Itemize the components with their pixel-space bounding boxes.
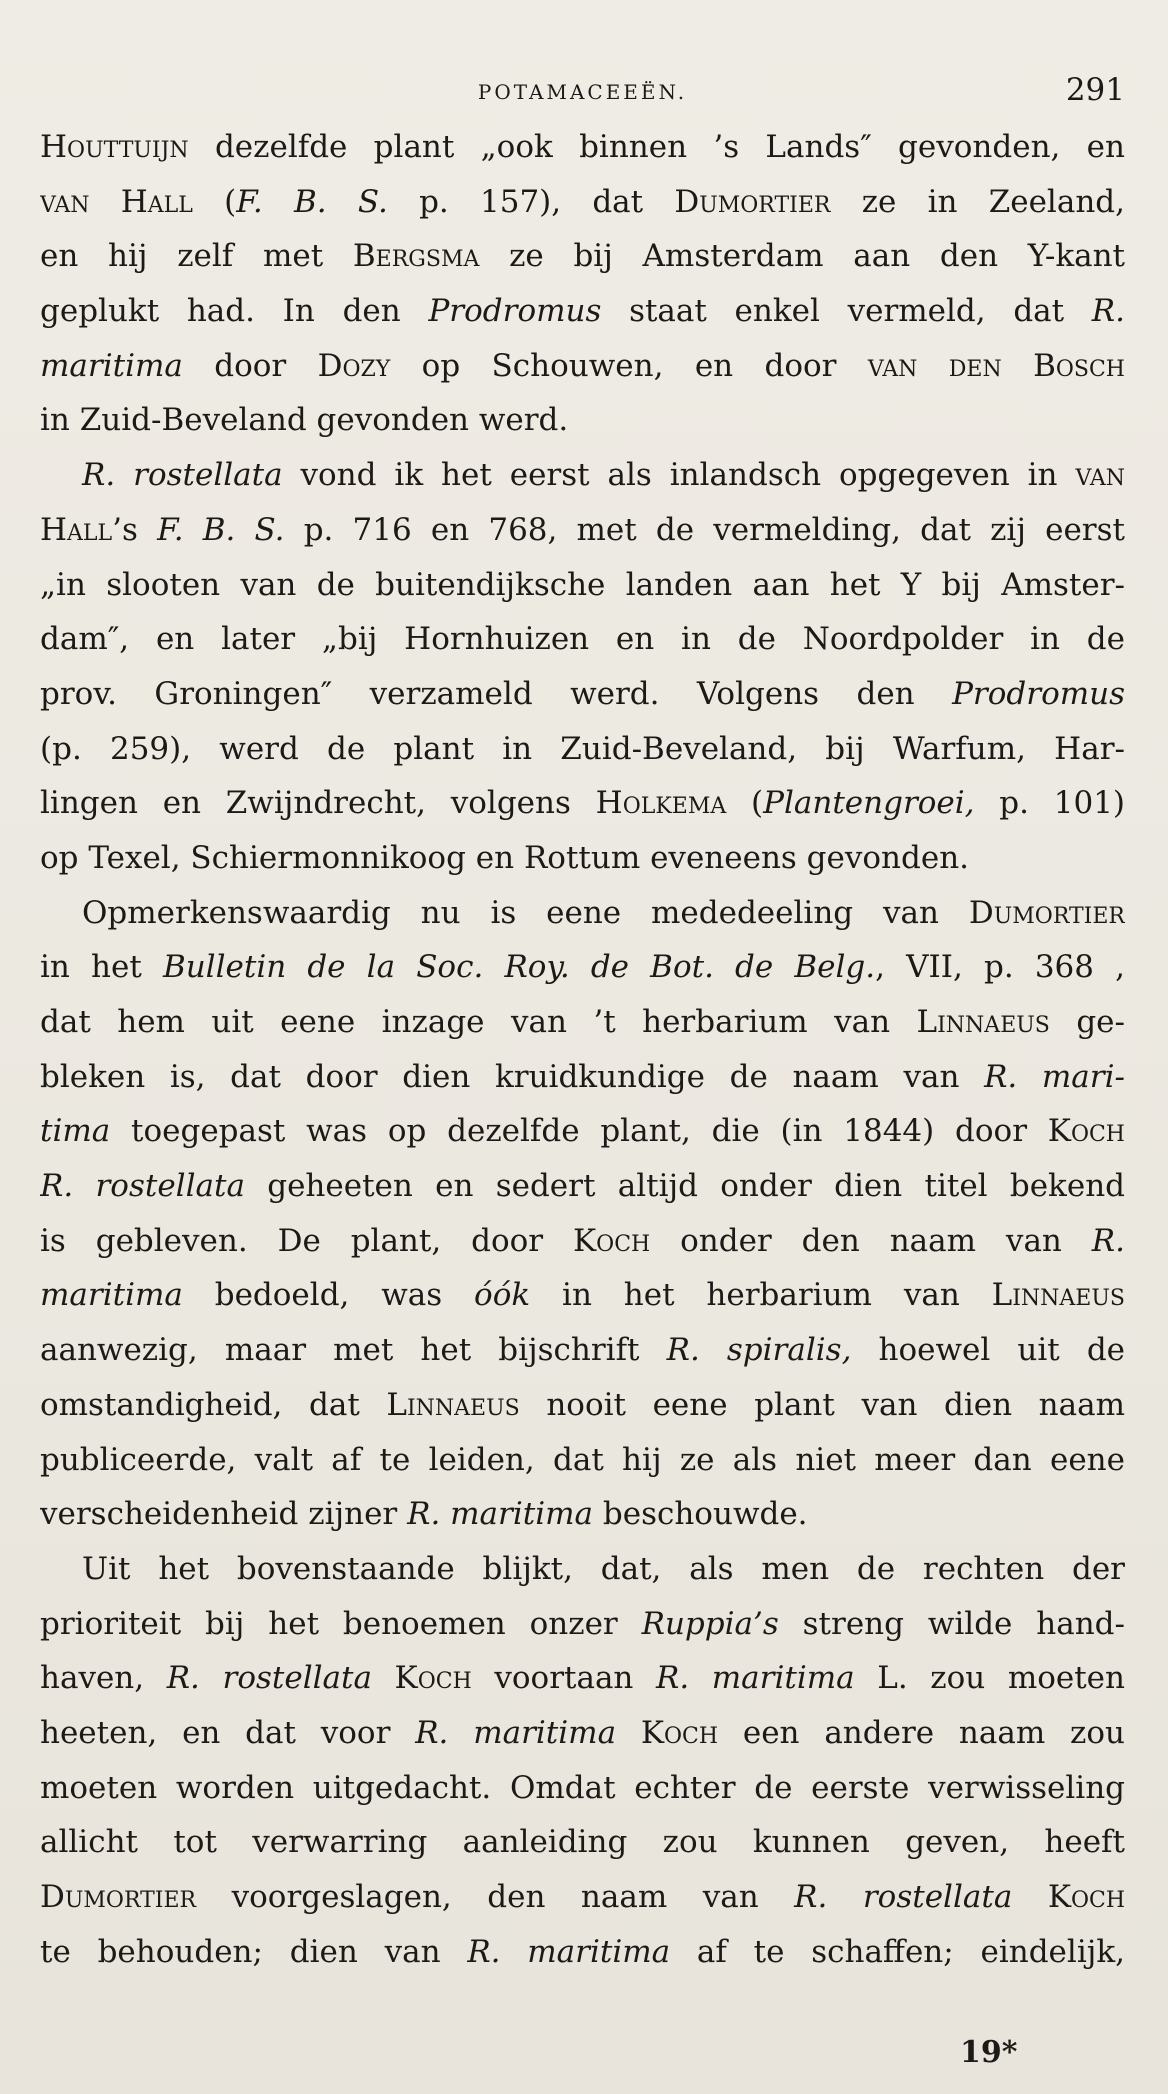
text-run: in het herbarium van: [530, 1277, 992, 1314]
small-caps-name: Koch: [1047, 1879, 1125, 1915]
text-run: toegepast was op dezelfde plant, die (in 1844) door: [110, 1113, 1048, 1150]
page-header: [40, 68, 1125, 108]
text-run: , VII, p. 368 ,: [875, 949, 1125, 986]
small-caps-name: Koch: [573, 1222, 651, 1259]
italic-text: F. B. S.: [236, 183, 388, 220]
text-run: voorgeslagen, den naam van: [196, 1879, 795, 1915]
text-run: en hij zelf met: [40, 238, 353, 275]
text-run: door: [182, 347, 318, 384]
text-line: [40, 1706, 1125, 1761]
small-caps-name: Dumortier: [40, 1879, 197, 1915]
text-run: vond ik het eerst als inlandsch opgegeven in: [282, 457, 1076, 494]
small-caps-name: Linnaeus: [991, 1277, 1125, 1314]
italic-text: R. maritima: [467, 1933, 671, 1970]
text-line: [40, 229, 1125, 284]
text-line: [40, 995, 1125, 1050]
text-run: (: [726, 785, 764, 822]
italic-text: R. rostellata: [40, 1168, 245, 1205]
text-run: Uit het bovenstaande blijkt, dat, als men de rechten der: [82, 1550, 1125, 1587]
text-line: [40, 667, 1125, 722]
italic-text: Bulletin de la Soc. Roy. de Bot. de Belg.: [162, 949, 876, 986]
page-number: 291: [1065, 72, 1125, 108]
small-caps-name: Koch: [1047, 1113, 1125, 1150]
small-caps-name: van den Bosch: [867, 347, 1125, 384]
text-run: ze bij Amsterdam aan den Y-kant: [479, 238, 1125, 275]
small-caps-name: van: [1075, 457, 1125, 494]
italic-text: maritima: [40, 347, 183, 384]
text-line: [40, 1542, 1125, 1597]
small-caps-name: Houttuijn: [40, 129, 189, 165]
italic-text: R. rostellata: [166, 1660, 372, 1697]
text-line: [40, 1487, 1125, 1542]
text-run: haven,: [40, 1660, 167, 1697]
text-line: [40, 1651, 1125, 1706]
text-run: hoewel uit de: [851, 1332, 1125, 1369]
signature-mark: 19*: [960, 2035, 1018, 2070]
text-run: onder den naam van: [650, 1222, 1092, 1259]
text-run: omstandigheid, dat: [40, 1386, 387, 1423]
text-run: ge-: [1049, 1004, 1125, 1040]
small-caps-name: Linnaeus: [916, 1004, 1050, 1040]
text-run: af te schaffen; eindelijk,: [670, 1933, 1125, 1970]
text-run: verscheidenheid zijner: [40, 1496, 408, 1533]
text-run: ’s: [112, 511, 158, 548]
text-run: ze in Zeeland,: [830, 183, 1125, 220]
italic-text: R. spiralis,: [666, 1332, 852, 1369]
text-run: p. 101): [974, 785, 1125, 822]
italic-text: Ruppia’s: [641, 1605, 779, 1642]
text-line: [40, 1925, 1125, 1980]
italic-text: tima: [40, 1113, 111, 1150]
small-caps-name: Holkema: [595, 785, 727, 822]
text-run: dam″, en later „bij Hornhuizen en in de Noordpolder in de: [40, 621, 1125, 658]
text-run: is gebleven. De plant, door: [40, 1222, 573, 1259]
text-line: [40, 722, 1125, 777]
text-line: [40, 175, 1125, 230]
italic-text: R. maritima: [407, 1496, 594, 1533]
text-run: publiceerde, valt af te leiden, dat hij ze als niet meer dan eene: [40, 1441, 1125, 1478]
text-run: streng wilde hand-: [778, 1605, 1125, 1642]
text-run: (: [192, 183, 237, 220]
text-run: bleken is, dat door dien kruidkundige de naam van: [40, 1058, 985, 1095]
text-line: [40, 1159, 1125, 1214]
text-line: [40, 776, 1125, 831]
small-caps-name: van Hall: [40, 183, 193, 220]
text-line: [40, 120, 1125, 175]
text-line: [40, 1433, 1125, 1488]
italic-text: R. rostellata: [82, 457, 283, 494]
small-caps-name: Linnaeus: [386, 1386, 520, 1423]
text-run: in Zuid-Beveland gevonden werd.: [40, 402, 569, 439]
small-caps-name: Koch: [394, 1660, 472, 1697]
text-run: [1012, 1879, 1048, 1915]
italic-text: R.: [1091, 293, 1125, 330]
text-line: [40, 831, 1125, 886]
text-run: te behouden; dien van: [40, 1933, 468, 1970]
text-line: [40, 393, 1125, 448]
text-line: [40, 1870, 1125, 1925]
text-run: Opmerkenswaardig nu is eene mededeeling van: [82, 894, 969, 931]
text-line: [40, 1815, 1125, 1870]
text-line: [40, 1268, 1125, 1323]
text-line: [40, 1050, 1125, 1105]
text-run: dezelfde plant „ook binnen ’s Lands″ gevonden, en: [188, 129, 1125, 165]
small-caps-name: Bergsma: [352, 238, 480, 275]
text-run: „in slooten van de buitendijksche landen aan het Y bij Amster-: [40, 566, 1125, 603]
text-run: [372, 1660, 395, 1696]
text-run: heeten, en dat voor: [40, 1714, 416, 1751]
text-run: in het: [40, 949, 163, 986]
italic-text: Prodromus: [428, 293, 602, 330]
text-line: [40, 1597, 1125, 1652]
text-run: nooit eene plant van dien naam: [519, 1386, 1125, 1423]
small-caps-name: Dozy: [317, 347, 391, 384]
italic-text: óók: [474, 1277, 531, 1314]
text-run: op Schouwen, en door: [390, 347, 868, 384]
italic-text: R. mari-: [984, 1058, 1125, 1095]
text-run: moeten worden uitgedacht. Omdat echter de eerste verwisseling: [40, 1769, 1125, 1806]
text-line: [40, 612, 1125, 667]
text-line: [40, 503, 1125, 558]
italic-text: R. maritima: [415, 1714, 617, 1751]
text-run: bedoeld, was: [182, 1277, 475, 1314]
text-line: [40, 1378, 1125, 1433]
small-caps-name: Hall: [40, 511, 113, 548]
text-line: [40, 284, 1125, 339]
text-line: [40, 886, 1125, 941]
small-caps-name: Dumortier: [674, 183, 831, 220]
text-run: beschouwde.: [593, 1496, 808, 1533]
text-run: aanwezig, maar met het bijschrift: [40, 1332, 667, 1369]
text-line: [40, 339, 1125, 394]
text-run: dat hem uit eene inzage van ’t herbarium van: [40, 1004, 917, 1040]
text-run: prioriteit bij het benoemen onzer: [40, 1605, 642, 1642]
small-caps-name: Dumortier: [968, 894, 1125, 931]
text-line: [40, 940, 1125, 995]
text-run: lingen en Zwijndrecht, volgens: [40, 785, 596, 822]
text-run: p. 716 en 768, met de vermelding, dat zij eerst: [284, 511, 1125, 548]
text-run: geplukt had. In den: [40, 293, 429, 330]
body-text: [40, 120, 1125, 1979]
text-run: (p. 259), werd de plant in Zuid-Beveland, bij Warfum, Har-: [40, 730, 1125, 767]
text-line: [40, 558, 1125, 613]
text-run: L. zou moeten: [854, 1660, 1125, 1697]
text-line: [40, 448, 1125, 503]
text-run: staat enkel vermeld, dat: [601, 293, 1092, 330]
italic-text: maritima: [40, 1277, 183, 1314]
italic-text: Prodromus: [952, 675, 1125, 712]
text-line: [40, 1761, 1125, 1816]
italic-text: R. rostellata: [794, 1879, 1013, 1915]
text-run: een andere naam zou: [718, 1714, 1125, 1751]
small-caps-name: Koch: [640, 1714, 719, 1751]
text-run: prov. Groningen″ verzameld werd. Volgens den: [40, 675, 953, 712]
text-line: [40, 1214, 1125, 1269]
text-run: allicht tot verwarring aanleiding zou kunnen geven, heeft: [40, 1824, 1125, 1861]
text-run: op Texel, Schiermonnikoog en Rottum eveneens gevonden.: [40, 839, 970, 876]
running-head: POTAMACEEËN.: [477, 80, 688, 104]
text-run: p. 157), dat: [387, 183, 675, 220]
text-run: [616, 1715, 641, 1751]
text-run: voortaan: [471, 1660, 656, 1697]
text-line: [40, 1104, 1125, 1159]
text-line: [40, 1323, 1125, 1378]
italic-text: R.: [1091, 1222, 1125, 1259]
italic-text: R. maritima: [656, 1660, 855, 1697]
italic-text: Plantengroei,: [763, 785, 975, 822]
italic-text: F. B. S.: [157, 511, 285, 548]
text-run: geheeten en sedert altijd onder dien titel bekend: [244, 1168, 1125, 1205]
